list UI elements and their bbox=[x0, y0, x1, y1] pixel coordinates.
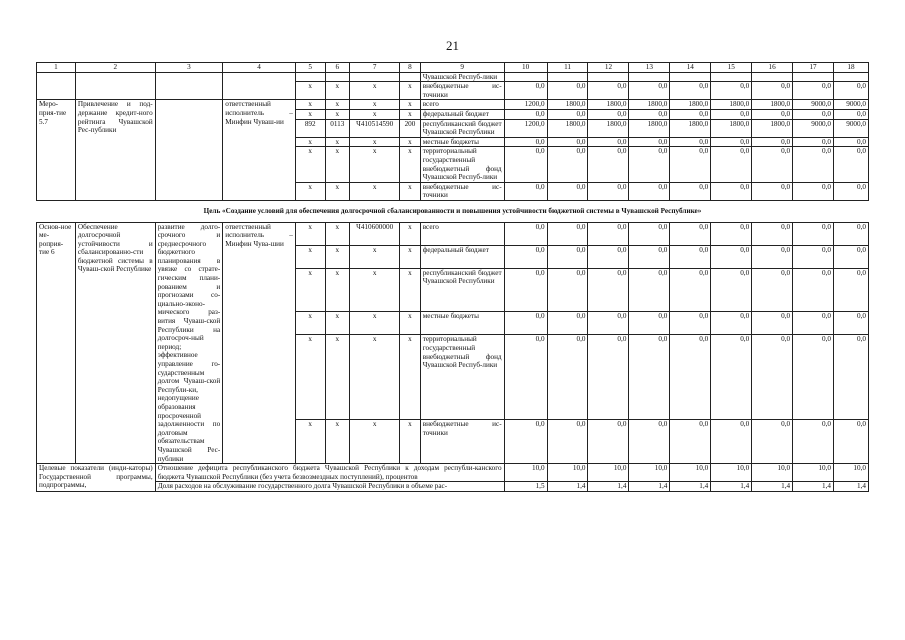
kbk-cell: х bbox=[325, 147, 350, 182]
value-cell: 0,0 bbox=[793, 109, 834, 119]
activity-description: развитие долго-срочного и среднесрочного бюджетного планирования в увязке со страте-гическим плани-рованием и прогнозами со-циально-эконо-мического раз-вития Чуваш-ской Республики на долгосроч-ный период; эффективное управление го-сударственным долгом Чуваш-ской Республи-ки, недопущение образования просроченной задолженности по долговым обязательствам Чувашской Рес-публики bbox=[155, 222, 223, 464]
column-number: 3 bbox=[155, 63, 223, 73]
kbk-cell: х bbox=[295, 147, 325, 182]
value-cell: 0,0 bbox=[547, 335, 588, 420]
value-cell: 0,0 bbox=[793, 245, 834, 268]
kbk-cell: х bbox=[295, 245, 325, 268]
kbk-cell: х bbox=[350, 335, 400, 420]
value-cell: 0,0 bbox=[588, 147, 629, 182]
indicator-text: Доля расходов на обслуживание государственного долга Чувашской Республики в объеме рас- bbox=[155, 482, 504, 492]
kbk-cell: х bbox=[325, 100, 350, 110]
kbk-cell: х bbox=[325, 82, 350, 100]
value-cell: 0,0 bbox=[752, 420, 793, 464]
value-cell: 0,0 bbox=[547, 420, 588, 464]
value-cell: 1800,0 bbox=[752, 119, 793, 137]
kbk-cell bbox=[295, 72, 325, 82]
column-number: 17 bbox=[793, 63, 834, 73]
value-cell: 0,0 bbox=[711, 335, 752, 420]
value-cell: 0,0 bbox=[547, 312, 588, 335]
value-cell: 0,0 bbox=[752, 182, 793, 200]
indicator-value: 10,0 bbox=[670, 464, 711, 482]
funding-source-cell: местные бюджеты bbox=[420, 312, 504, 335]
indicator-value: 10,0 bbox=[504, 464, 547, 482]
funding-source-cell: территориальный государственный внебюджетный фонд Чувашской Респуб-лики bbox=[420, 335, 504, 420]
column-number: 14 bbox=[670, 63, 711, 73]
value-cell: 0,0 bbox=[793, 420, 834, 464]
kbk-cell: х bbox=[295, 100, 325, 110]
value-cell: 0,0 bbox=[834, 245, 869, 268]
value-cell: 0,0 bbox=[588, 137, 629, 147]
column-number: 8 bbox=[400, 63, 420, 73]
column-number: 11 bbox=[547, 63, 588, 73]
value-cell: 0,0 bbox=[711, 222, 752, 245]
value-cell: 0,0 bbox=[629, 420, 670, 464]
kbk-cell bbox=[350, 72, 400, 82]
value-cell: 0,0 bbox=[670, 268, 711, 312]
goal-heading: Цель «Создание условий для обеспечения долгосрочной сбалансированности и повышения устойчивости бюджетной системы в Чувашской Республике» bbox=[37, 200, 869, 222]
value-cell: 1800,0 bbox=[752, 100, 793, 110]
value-cell bbox=[588, 72, 629, 82]
activity-code: Основ-ное ме-роприя-тие 6 bbox=[37, 222, 76, 464]
value-cell: 0,0 bbox=[670, 82, 711, 100]
funding-source-cell: всего bbox=[420, 100, 504, 110]
indicator-row bbox=[37, 464, 869, 482]
funding-source-cell: федеральный бюджет bbox=[420, 245, 504, 268]
kbk-cell: х bbox=[325, 335, 350, 420]
activity-code: Меро-прия-тие 5.7 bbox=[37, 100, 76, 201]
value-cell: 0,0 bbox=[588, 245, 629, 268]
kbk-cell: х bbox=[325, 268, 350, 312]
value-cell: 0,0 bbox=[752, 268, 793, 312]
budget-table bbox=[36, 62, 869, 492]
value-cell: 0,0 bbox=[670, 420, 711, 464]
value-cell: 0,0 bbox=[504, 268, 547, 312]
value-cell: 0,0 bbox=[547, 82, 588, 100]
indicator-value: 1,4 bbox=[834, 482, 869, 492]
value-cell: 9000,0 bbox=[834, 100, 869, 110]
column-number: 15 bbox=[711, 63, 752, 73]
table-row bbox=[37, 72, 869, 82]
value-cell: 0,0 bbox=[834, 82, 869, 100]
value-cell: 0,0 bbox=[670, 109, 711, 119]
value-cell: 0,0 bbox=[793, 222, 834, 245]
value-cell: 0,0 bbox=[588, 420, 629, 464]
indicator-value: 10,0 bbox=[629, 464, 670, 482]
column-number: 9 bbox=[420, 63, 504, 73]
activity-name: Обеспечение долгосрочной устойчивости и сбалансированно-сти бюджетной системы в Чуваш-ской Республике bbox=[75, 222, 155, 464]
column-number: 13 bbox=[629, 63, 670, 73]
kbk-cell: х bbox=[295, 222, 325, 245]
value-cell: 0,0 bbox=[793, 335, 834, 420]
value-cell: 0,0 bbox=[504, 245, 547, 268]
value-cell: 0,0 bbox=[504, 137, 547, 147]
kbk-cell: х bbox=[325, 137, 350, 147]
value-cell: 0,0 bbox=[588, 222, 629, 245]
kbk-cell: х bbox=[350, 137, 400, 147]
value-cell: 0,0 bbox=[793, 82, 834, 100]
value-cell: 0,0 bbox=[588, 335, 629, 420]
column-number: 10 bbox=[504, 63, 547, 73]
value-cell: 0,0 bbox=[670, 245, 711, 268]
value-cell: 0,0 bbox=[629, 335, 670, 420]
value-cell: 9000,0 bbox=[793, 100, 834, 110]
table-body bbox=[37, 63, 869, 492]
value-cell: 0,0 bbox=[670, 335, 711, 420]
kbk-cell: х bbox=[295, 182, 325, 200]
value-cell: 0,0 bbox=[834, 335, 869, 420]
funding-source-cell: территориальный государственный внебюджетный фонд Чувашской Респуб-лики bbox=[420, 147, 504, 182]
value-cell: 0,0 bbox=[752, 245, 793, 268]
kbk-cell: х bbox=[350, 100, 400, 110]
value-cell: 0,0 bbox=[711, 82, 752, 100]
kbk-cell: х bbox=[350, 312, 400, 335]
indicator-text: Отношение дефицита республиканского бюджета Чувашской Республики к доходам республи-канского бюджета Чувашской Республики (без учета безвозмездных поступлений), процентов bbox=[155, 464, 504, 482]
indicator-value: 10,0 bbox=[711, 464, 752, 482]
indicator-value: 1,4 bbox=[588, 482, 629, 492]
kbk-cell bbox=[325, 72, 350, 82]
funding-source-cell: всего bbox=[420, 222, 504, 245]
indicator-value: 1,4 bbox=[670, 482, 711, 492]
value-cell: 0,0 bbox=[547, 268, 588, 312]
value-cell: 0,0 bbox=[711, 312, 752, 335]
value-cell: 0,0 bbox=[711, 420, 752, 464]
kbk-cell: х bbox=[350, 268, 400, 312]
value-cell bbox=[711, 72, 752, 82]
value-cell: 0,0 bbox=[752, 147, 793, 182]
kbk-cell: х bbox=[295, 335, 325, 420]
value-cell: 0,0 bbox=[834, 420, 869, 464]
value-cell: 1200,0 bbox=[504, 100, 547, 110]
value-cell: 9000,0 bbox=[793, 119, 834, 137]
value-cell: 1200,0 bbox=[504, 119, 547, 137]
value-cell: 0,0 bbox=[793, 312, 834, 335]
kbk-cell: х bbox=[400, 335, 420, 420]
kbk-cell: х bbox=[295, 268, 325, 312]
kbk-cell: х bbox=[350, 420, 400, 464]
column-number: 2 bbox=[75, 63, 155, 73]
indicator-value: 1,5 bbox=[504, 482, 547, 492]
indicator-value: 10,0 bbox=[793, 464, 834, 482]
kbk-cell: х bbox=[325, 312, 350, 335]
column-number: 18 bbox=[834, 63, 869, 73]
value-cell: 0,0 bbox=[547, 245, 588, 268]
value-cell: 0,0 bbox=[711, 268, 752, 312]
kbk-cell: х bbox=[400, 245, 420, 268]
indicator-value: 1,4 bbox=[793, 482, 834, 492]
funding-source-cell: внебюджетные ис-точники bbox=[420, 420, 504, 464]
value-cell: 0,0 bbox=[834, 137, 869, 147]
kbk-cell: х bbox=[400, 420, 420, 464]
funding-source-cell: республиканский бюджет Чувашской Республики bbox=[420, 119, 504, 137]
kbk-cell: х bbox=[400, 222, 420, 245]
indicator-value: 1,4 bbox=[547, 482, 588, 492]
value-cell: 1800,0 bbox=[588, 100, 629, 110]
value-cell: 0,0 bbox=[670, 222, 711, 245]
value-cell: 9000,0 bbox=[834, 119, 869, 137]
kbk-cell: х bbox=[325, 420, 350, 464]
value-cell: 0,0 bbox=[504, 82, 547, 100]
value-cell: 0,0 bbox=[504, 109, 547, 119]
column-number-row bbox=[37, 63, 869, 73]
value-cell bbox=[752, 72, 793, 82]
value-cell: 0,0 bbox=[752, 137, 793, 147]
indicator-value: 1,4 bbox=[629, 482, 670, 492]
column-number: 6 bbox=[325, 63, 350, 73]
kbk-cell: х bbox=[325, 182, 350, 200]
indicator-value: 10,0 bbox=[752, 464, 793, 482]
kbk-cell: х bbox=[350, 82, 400, 100]
column-number: 5 bbox=[295, 63, 325, 73]
goal-row bbox=[37, 200, 869, 222]
value-cell: 0,0 bbox=[752, 222, 793, 245]
value-cell: 0,0 bbox=[752, 109, 793, 119]
indicator-row bbox=[37, 482, 869, 492]
value-cell: 0,0 bbox=[504, 182, 547, 200]
value-cell: 0,0 bbox=[547, 137, 588, 147]
value-cell: 0,0 bbox=[588, 109, 629, 119]
value-cell: 0,0 bbox=[711, 109, 752, 119]
table-row bbox=[37, 222, 869, 245]
funding-source-cell: республиканский бюджет Чувашской Республики bbox=[420, 268, 504, 312]
value-cell bbox=[793, 72, 834, 82]
indicator-value: 10,0 bbox=[834, 464, 869, 482]
value-cell: 0,0 bbox=[588, 182, 629, 200]
indicator-value: 1,4 bbox=[752, 482, 793, 492]
kbk-cell: х bbox=[350, 182, 400, 200]
column-number: 7 bbox=[350, 63, 400, 73]
code-cell bbox=[37, 72, 76, 100]
indicator-value: 1,4 bbox=[711, 482, 752, 492]
column-number: 16 bbox=[752, 63, 793, 73]
funding-source-cell: федеральный бюджет bbox=[420, 109, 504, 119]
value-cell: 0,0 bbox=[504, 147, 547, 182]
value-cell bbox=[629, 72, 670, 82]
kbk-cell: х bbox=[400, 312, 420, 335]
value-cell: 0,0 bbox=[793, 137, 834, 147]
value-cell: 0,0 bbox=[629, 245, 670, 268]
funding-source-cell: внебюджетные ис-точники bbox=[420, 82, 504, 100]
value-cell: 0,0 bbox=[793, 182, 834, 200]
value-cell: 0,0 bbox=[834, 312, 869, 335]
activity-description bbox=[155, 100, 223, 201]
indicator-value: 10,0 bbox=[547, 464, 588, 482]
kbk-cell: х bbox=[295, 137, 325, 147]
kbk-cell: х bbox=[295, 420, 325, 464]
kbk-cell: 0113 bbox=[325, 119, 350, 137]
kbk-cell: х bbox=[400, 268, 420, 312]
value-cell bbox=[504, 72, 547, 82]
value-cell: 1800,0 bbox=[670, 119, 711, 137]
value-cell: 0,0 bbox=[629, 147, 670, 182]
value-cell: 0,0 bbox=[752, 82, 793, 100]
kbk-cell: х bbox=[400, 147, 420, 182]
value-cell bbox=[834, 72, 869, 82]
value-cell: 0,0 bbox=[711, 137, 752, 147]
value-cell: 1800,0 bbox=[711, 119, 752, 137]
value-cell bbox=[547, 72, 588, 82]
value-cell: 1800,0 bbox=[547, 119, 588, 137]
value-cell: 1800,0 bbox=[629, 119, 670, 137]
name-cell bbox=[75, 72, 155, 100]
value-cell: 0,0 bbox=[504, 312, 547, 335]
indicators-label: Целевые показатели (инди-каторы) Государственной программы, подпрограммы, bbox=[37, 464, 156, 492]
table-row bbox=[37, 100, 869, 110]
page-number: 21 bbox=[446, 38, 459, 53]
value-cell: 0,0 bbox=[629, 222, 670, 245]
kbk-cell: х bbox=[400, 100, 420, 110]
activity-name: Привлечение и под-держание кредит-ного рейтинга Чувашской Рес-публики bbox=[75, 100, 155, 201]
kbk-cell: 200 bbox=[400, 119, 420, 137]
value-cell: 0,0 bbox=[670, 137, 711, 147]
value-cell: 0,0 bbox=[588, 312, 629, 335]
column-number: 4 bbox=[223, 63, 296, 73]
value-cell: 0,0 bbox=[547, 182, 588, 200]
value-cell: 1800,0 bbox=[711, 100, 752, 110]
value-cell: 0,0 bbox=[629, 268, 670, 312]
value-cell: 0,0 bbox=[670, 312, 711, 335]
value-cell: 0,0 bbox=[547, 109, 588, 119]
responsible-cell bbox=[223, 72, 296, 100]
value-cell: 0,0 bbox=[504, 222, 547, 245]
kbk-cell: Ч410514590 bbox=[350, 119, 400, 137]
value-cell: 0,0 bbox=[711, 245, 752, 268]
kbk-cell: х bbox=[295, 312, 325, 335]
value-cell: 0,0 bbox=[793, 147, 834, 182]
kbk-cell: х bbox=[350, 245, 400, 268]
kbk-cell: х bbox=[400, 182, 420, 200]
kbk-cell: х bbox=[295, 109, 325, 119]
kbk-cell: х bbox=[350, 147, 400, 182]
value-cell: 1800,0 bbox=[629, 100, 670, 110]
value-cell bbox=[670, 72, 711, 82]
indicator-value: 10,0 bbox=[588, 464, 629, 482]
value-cell: 0,0 bbox=[834, 182, 869, 200]
value-cell: 0,0 bbox=[629, 182, 670, 200]
value-cell: 0,0 bbox=[504, 335, 547, 420]
kbk-cell: Ч410600000 bbox=[350, 222, 400, 245]
value-cell: 0,0 bbox=[752, 335, 793, 420]
column-number: 12 bbox=[588, 63, 629, 73]
kbk-cell: х bbox=[325, 245, 350, 268]
value-cell: 0,0 bbox=[834, 109, 869, 119]
value-cell: 1800,0 bbox=[547, 100, 588, 110]
kbk-cell bbox=[400, 72, 420, 82]
responsible-executor: ответственный исполнитель – Минфин Чуваш-ии bbox=[223, 100, 296, 201]
value-cell: 0,0 bbox=[588, 268, 629, 312]
kbk-cell: х bbox=[350, 109, 400, 119]
value-cell: 0,0 bbox=[670, 182, 711, 200]
value-cell: 0,0 bbox=[834, 222, 869, 245]
kbk-cell: х bbox=[400, 137, 420, 147]
kbk-cell: х bbox=[325, 109, 350, 119]
value-cell: 0,0 bbox=[670, 147, 711, 182]
value-cell: 0,0 bbox=[504, 420, 547, 464]
funding-source-cell: местные бюджеты bbox=[420, 137, 504, 147]
kbk-cell: х bbox=[325, 222, 350, 245]
funding-source-cell: внебюджетные ис-точники bbox=[420, 182, 504, 200]
value-cell: 0,0 bbox=[547, 147, 588, 182]
value-cell: 0,0 bbox=[629, 109, 670, 119]
value-cell: 0,0 bbox=[752, 312, 793, 335]
value-cell: 0,0 bbox=[629, 137, 670, 147]
value-cell: 0,0 bbox=[711, 182, 752, 200]
value-cell: 0,0 bbox=[834, 147, 869, 182]
value-cell: 0,0 bbox=[629, 312, 670, 335]
kbk-cell: х bbox=[400, 82, 420, 100]
value-cell: 1800,0 bbox=[670, 100, 711, 110]
kbk-cell: 892 bbox=[295, 119, 325, 137]
value-cell: 0,0 bbox=[711, 147, 752, 182]
kbk-cell: х bbox=[400, 109, 420, 119]
value-cell: 0,0 bbox=[793, 268, 834, 312]
funding-source-cell: Чувашской Респуб-лики bbox=[420, 72, 504, 82]
description-cell bbox=[155, 72, 223, 100]
column-number: 1 bbox=[37, 63, 76, 73]
value-cell: 0,0 bbox=[629, 82, 670, 100]
kbk-cell: х bbox=[295, 82, 325, 100]
responsible-executor: ответственный исполнитель – Минфин Чува-шии bbox=[223, 222, 296, 464]
value-cell: 0,0 bbox=[547, 222, 588, 245]
value-cell: 0,0 bbox=[588, 82, 629, 100]
value-cell: 0,0 bbox=[834, 268, 869, 312]
value-cell: 1800,0 bbox=[588, 119, 629, 137]
